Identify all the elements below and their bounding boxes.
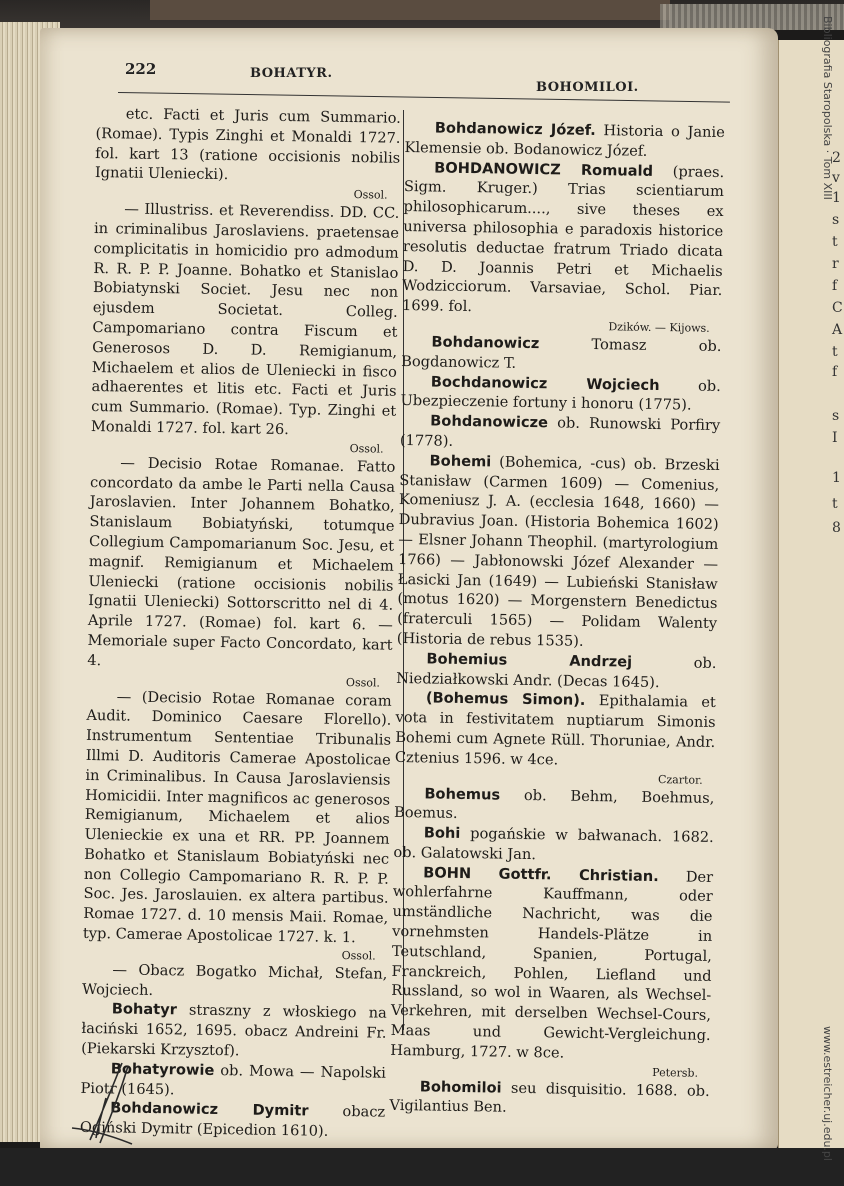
entry-text: straszny z włoskiego na łaciński 1652, 1695. obacz Andreini Fr. (Piekarski Krzysztof).: [81, 1001, 387, 1060]
side-label-url: www.estreicher.uj.edu.pl: [821, 1026, 834, 1161]
running-head-right: BOHOMILOI.: [536, 80, 639, 95]
entry-text: ob. Ubezpieczenie fortuny i honoru (1775).: [400, 376, 721, 414]
next-page-fragment: t: [832, 344, 838, 360]
entry-headword: Bohemus: [424, 784, 501, 804]
next-page-fragment: s: [832, 212, 840, 228]
entry-headword: Bohdanowicze: [430, 412, 549, 432]
running-head-left: BOHATYR.: [250, 66, 333, 81]
entry-paragraph: [401, 332, 722, 377]
entry-headword: Bohdanowicz Dymitr: [110, 1099, 309, 1120]
entry-text: Tomasz ob. Bogdanowicz T.: [401, 335, 722, 372]
entry-text: — Decisio Rotae Romanae. Fatto concordato da ambe le Parti nella Causa Jaroslavien. Inter Johannem Bohatko, Stanislaum Bobiatyński, totumque Collegium Campomarianum Soc. Jesu, et magnif. Remigianum et Michaelem Uleniecki (ratione occisionis nobilis Ignatii Uleniecki) Sottorscritto nel di 4. Aprile 1727. (Romae) fol. kart 6. — Memoriale super Facto Concordato, kart 4.: [87, 454, 396, 669]
entry-paragraph: [83, 686, 392, 948]
entry-text: etc. Facti et Juris cum Summario. (Romae). Typis Zinghi et Monaldi 1727. fol. kart 13 (ratione occisionis nobilis Ignatii Uleniecki).: [94, 105, 401, 184]
next-page-fragment: C: [832, 300, 843, 316]
library-siglum: Ossol.: [353, 188, 388, 202]
entry-text: seu disquisitio. 1688. ob. Vigilantius Ben.: [389, 1079, 710, 1117]
entry-text: ob. Mowa — Napolski Piotr (1645).: [80, 1061, 386, 1099]
entry-paragraph: [402, 158, 724, 321]
entry-paragraph: [87, 453, 395, 676]
entry-text: — (Decisio Rotae Romanae coram Audit. Dominico Caesare Florello). Instrumentum Sententiae Tribunalis Illmi D. Auditoris Camerae Apostolicae in Criminalibus. In Causa Jaroslaviensis Homicidii. Inter magnificos ac generosos Remigianum, Michaelem et alios Ulenieckie ex una et RR. PP. Joannem Bohatko et Stanislaum Bobiatyński nec non Collegio Campomariano R. R. P. P. Soc. Jes. Jaroslauien. ex altera partibus. Romae 1727. d. 10 mensis Maii. Romae, typ. Camerae Apostolicae 1727. k. 1.: [82, 687, 392, 947]
entry-headword: Bohdanowicz: [431, 333, 540, 353]
next-page-fragment: t: [832, 496, 838, 512]
library-siglum: Czartor.: [657, 772, 703, 787]
entry-paragraph: [81, 999, 387, 1063]
entry-headword: Bohi: [423, 824, 461, 843]
entry-paragraph: [390, 863, 713, 1066]
next-page-fragment: 1: [832, 470, 841, 486]
library-siglum: Ossol.: [341, 948, 376, 963]
entry-paragraph: [397, 451, 720, 654]
entry-headword: Bohdanowicz Józef.: [434, 119, 596, 139]
entry-headword: Bohatyr: [111, 1000, 177, 1019]
entry-text: Der wohlerfahrne Kauffmann, oder umständliche Nachricht, was die vornehmsten Handels-Plätze in Teutschland, Spanien, Portugal, Franckreich, Pohlen, Liefland und Russland, so wol in Waaren, als Wechsel-Verkehren, mit derselben Wechsel-Cours, Maas und Gewicht-Vergleichung. Hamburg, 1727. w 8ce.: [390, 867, 714, 1062]
entry-text: — Illustriss. et Reverendiss. DD. CC. in criminalibus Jaroslaviens. praetensae complicitatis in homicidio pro admodum R. R. P. P. Joanne. Bohatko et Stanislao Bobiatynski Societ. Jesu nec non ejusdem Societat. Colleg. Campomariano contra Fiscum et Generosos D. D. Remigianum, Michaelem et alios de Uleniecki in fisco adhaerentes et litis etc. Facti et Juris cum Summario. (Romae). Typ. Zinghi et Monaldi 1727. fol. kart 26.: [90, 200, 400, 439]
signature-mark: [62, 1058, 142, 1148]
side-label-title: Bibliografia Staropolska · Tom XIII: [821, 16, 834, 200]
entry-headword: BOHN Gottfr. Christian.: [423, 864, 659, 885]
next-page-fragment: v: [832, 170, 840, 186]
library-siglum: Petersb.: [652, 1065, 699, 1080]
page-number: 222: [125, 60, 157, 78]
next-page-fragment: f: [832, 364, 838, 380]
entry-paragraph: [393, 823, 714, 868]
next-page-fragment: I: [832, 430, 838, 446]
next-page-fragment: r: [832, 256, 839, 272]
entry-text: Epithalamia et vota in festivitatem nuptiarum Simonis Bohemi cum Agnete Rüll. Thoruniae, Andr. Cztenius 1596. w 4ce.: [394, 692, 717, 769]
entry-paragraph: [91, 199, 400, 441]
entry-text: obacz Ogiński Dymitr (Epicedion 1610).: [79, 1102, 386, 1141]
entry-paragraph: [95, 104, 401, 188]
entry-text: (praes. Sigm. Kruger.) Trias scientiarum philosophicarum...., sive theses ex universa philosophia e paradoxis historice resolutis deductae fratrum Triado dicata D. D. Joannis Petri et Michaelis Wodzicciorum. Varsaviae, Schol. Piar. 1699. fol.: [401, 162, 725, 316]
adjacent-page: [778, 40, 844, 1150]
entry-headword: BOHDANOWICZ Romuald: [434, 159, 654, 180]
entry-text: pogańskie w bałwanach. 1682. ob. Galatowski Jan.: [393, 825, 714, 864]
entry-headword: Bohomiloi: [419, 1078, 502, 1097]
entry-paragraph: [404, 118, 725, 163]
next-page-fragment: A: [832, 322, 843, 338]
left-column: [80, 104, 401, 1143]
background-bottom: [0, 1148, 844, 1186]
entry-text: Historia o Janie Klemensie ob. Bodanowicz Józef.: [404, 121, 725, 160]
entry-text: ob. Runowski Porfiry (1778).: [399, 414, 721, 450]
entry-paragraph: [395, 688, 716, 772]
next-page-fragment: 2: [832, 150, 841, 166]
entry-headword: Bohemius Andrzej: [426, 650, 633, 671]
entry-paragraph: [396, 649, 717, 694]
next-page-fragment: 8: [832, 520, 841, 536]
entry-headword: Bohatyrowie: [110, 1060, 215, 1079]
book-cover-cloth: [150, 0, 670, 20]
next-page-fragment: f: [832, 278, 838, 294]
next-page-fragment: t: [832, 234, 838, 250]
entry-paragraph: [394, 783, 715, 828]
entry-headword: Bochdanowicz Wojciech: [430, 373, 660, 394]
next-page-fragment: 1: [832, 190, 841, 206]
entry-text: — Obacz Bogatko Michał, Stefan, Wojciech.: [81, 961, 388, 999]
entry-headword: Bohemi: [429, 452, 492, 471]
entry-text: (Bohemica, -cus) ob. Brzeski Stanisław (Carmen 1609) — Comenius, Komeniusz J. A. (ecclesia 1648, 1660) — Dubravius Joan. (Historia Bohemica 1602) — Elsner Johann Theophil. (martyrologium 1766) — Jabłonowski Józef Alexander — Łasicki Jan (1649) — Lubieński Stanisław (motus 1620) — Morgenstern Benedictus (fraterculi 1565) — Polidam Walenty (Historia de rebus 1535).: [396, 453, 720, 650]
library-siglum: Dzików. — Kijows.: [608, 320, 710, 335]
library-siglum: Ossol.: [345, 675, 381, 690]
library-siglum: Ossol.: [349, 441, 384, 456]
entry-paragraph: [400, 372, 721, 417]
entry-headword: (Bohemus Simon).: [425, 689, 586, 710]
entry-text: ob. Behm, Boehmus, Boemus.: [393, 786, 715, 823]
next-page-fragment: s: [832, 408, 840, 424]
entry-paragraph: [400, 411, 721, 456]
entry-text: ob. Niedziałkowski Andr. (Decas 1645).: [396, 653, 717, 691]
right-column: [389, 118, 725, 1121]
lace-edge: [660, 4, 844, 30]
entry-paragraph: [82, 960, 388, 1004]
entry-paragraph: [389, 1077, 710, 1122]
